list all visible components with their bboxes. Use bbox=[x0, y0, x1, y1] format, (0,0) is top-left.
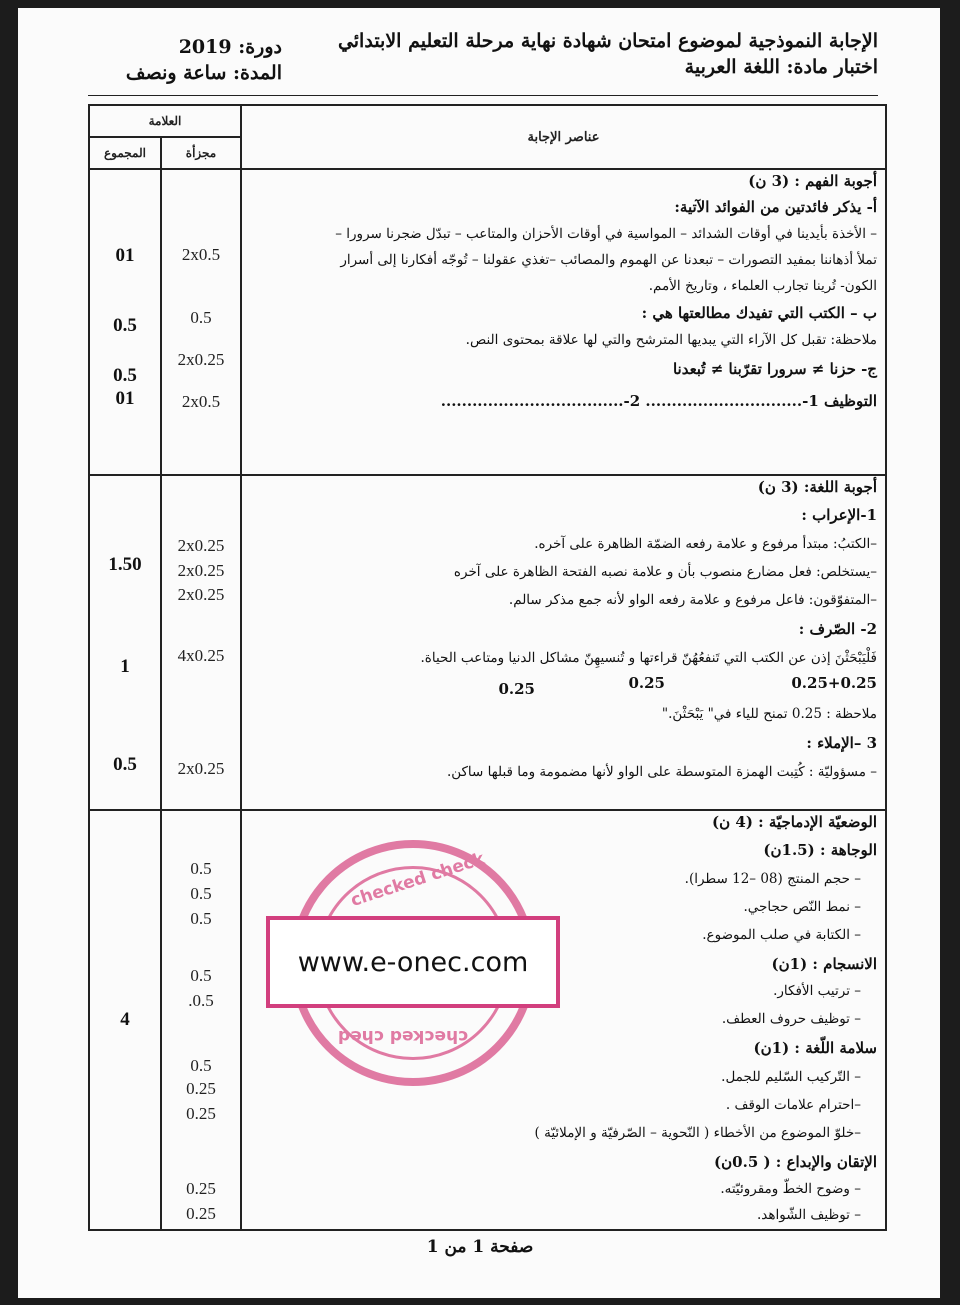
criterion-line: – ترتيب الأفكار. bbox=[773, 983, 861, 999]
document-header bbox=[338, 28, 878, 80]
partial-mark: 2x0.25 bbox=[177, 536, 225, 555]
total-header: المجموع bbox=[89, 137, 161, 169]
integration-totals bbox=[89, 810, 161, 1230]
answer-line: –المتفوّقون: فاعل مرفوع و علامة رفعه الواو لأنه جمع مذكر سالم. bbox=[508, 592, 877, 608]
partial-mark: 2x0.5 bbox=[181, 245, 221, 264]
comprehension-totals bbox=[89, 169, 161, 475]
language-totals bbox=[89, 475, 161, 810]
criterion-line: – حجم المنتج (08 –12 سطرا). bbox=[684, 871, 861, 887]
language-answers bbox=[241, 475, 886, 810]
elements-header: عناصر الإجابة bbox=[241, 105, 886, 169]
total-mark: 4 bbox=[120, 1009, 130, 1030]
parsing-title: 1-الإعراب : bbox=[801, 506, 877, 524]
page-number: صفحة 1 من 1 bbox=[426, 1237, 534, 1257]
comprehension-answers bbox=[241, 169, 886, 475]
criterion-line: – وضوح الخطّ ومقروئيّته. bbox=[720, 1181, 861, 1197]
partial-mark: 0.5 bbox=[190, 859, 212, 878]
partial-mark: 2x0.25 bbox=[177, 759, 225, 778]
criterion-line: – التّركيب السّليم للجمل. bbox=[721, 1069, 861, 1085]
answer-line: – مسؤوليّة : كُتِبت الهمزة المتوسطة على الواو لأنها مضمومة وما قبلها ساكن. bbox=[446, 764, 877, 780]
partial-mark: .0.5 bbox=[188, 991, 214, 1010]
exam-meta bbox=[92, 34, 282, 86]
comprehension-row bbox=[89, 169, 886, 475]
partial-mark: 0.5 bbox=[190, 909, 212, 928]
total-mark: 1 bbox=[120, 656, 130, 677]
total-mark: 0.5 bbox=[113, 754, 137, 775]
dictation-title: 3 –الإملاء : bbox=[806, 734, 877, 752]
partial-mark: 0.25 bbox=[186, 1079, 216, 1098]
partial-mark: 0.25 bbox=[186, 1104, 216, 1123]
total-mark: 01 bbox=[115, 245, 135, 266]
question-c-line: ج- حزنا ≠ سرورا تقرّبنا ≠ تُبعدنا bbox=[672, 360, 877, 378]
stamp-text-bottom: checked ched bbox=[338, 1026, 469, 1046]
criterion-line: – توظيف الشّواهد. bbox=[757, 1207, 861, 1223]
partial-mark: 0.5 bbox=[190, 308, 212, 327]
section-title: أجوبة الفهم : (3 ن) bbox=[748, 172, 877, 190]
score-note: 0.25 bbox=[498, 680, 535, 698]
question-b-title: ب – الكتب التي تفيدك مطالعتها هي : bbox=[641, 304, 877, 322]
partial-mark: 2x0.25 bbox=[177, 561, 225, 580]
morphology-title: 2- الصّرف : bbox=[798, 620, 877, 638]
answer-line: –يستخلص: فعل مضارع منصوب بأن و علامة نصبه الفتحة الظاهرة على آخره bbox=[453, 564, 877, 580]
partial-mark: 2x0.25 bbox=[177, 350, 225, 369]
answer-table bbox=[88, 104, 887, 1231]
language-title: سلامة اللّغة : (1ن) bbox=[753, 1039, 877, 1057]
question-a-title: أ- يذكر فائدتين من الفوائد الآتية: bbox=[674, 198, 877, 216]
answer-line: – الأخذة بأيدينا في أوقات الشدائد – المواسية في أوقات الأحزان والمتاعب – تبدّل ضجرنا سرورا – bbox=[335, 226, 877, 242]
partial-mark: 2x0.5 bbox=[181, 392, 221, 411]
criterion-line: – نمط النّص حجاجي. bbox=[743, 899, 861, 915]
watermark-box: www.e-onec.com bbox=[266, 916, 560, 1008]
partial-mark: 0.5 bbox=[190, 966, 212, 985]
total-mark: 0.5 bbox=[113, 365, 137, 386]
answer-line: تملأ أذهاننا بمفيد التصورات – تبعدنا عن الهموم والمصائب –تغذي عقولنا – تُوجّه أفكارنا إلى أسرار bbox=[340, 252, 877, 268]
partial-mark: 0.5 bbox=[190, 1056, 212, 1075]
criterion-line: – الكتابة في صلب الموضوع. bbox=[702, 927, 861, 943]
total-mark: 1.50 bbox=[108, 554, 142, 575]
duration-label: المدة: ساعة ونصف bbox=[125, 62, 282, 84]
relevance-title: الوجاهة : (1.5ن) bbox=[763, 841, 877, 859]
session-label: دورة: 2019 bbox=[178, 36, 282, 58]
answer-line: –الكتبُ: مبتدأ مرفوع و علامة رفعه الضمّة الظاهرة على آخره. bbox=[534, 536, 877, 552]
coherence-title: الانسجام : (1ن) bbox=[771, 955, 877, 973]
partial-mark: 0.25 bbox=[186, 1204, 216, 1223]
document-title: الإجابة النموذجية لموضوع امتحان شهادة نهاية مرحلة التعليم الابتدائي bbox=[337, 30, 878, 52]
integration-partials bbox=[161, 810, 241, 1230]
language-partials bbox=[161, 475, 241, 810]
mark-header: العلامة bbox=[89, 105, 241, 137]
language-row bbox=[89, 475, 886, 810]
partial-header: مجزأة bbox=[161, 137, 241, 169]
section-title: أجوبة اللغة: (3 ن) bbox=[757, 478, 877, 496]
subject-label: اختبار مادة: اللغة العربية bbox=[684, 56, 878, 78]
mastery-title: الإتقان والإبداع : ( 0.5ن) bbox=[714, 1153, 877, 1171]
partial-mark: 0.5 bbox=[190, 884, 212, 903]
question-d-line: التوظيف 1-.............................. 2-................................... bbox=[440, 392, 877, 410]
note-line: ملاحظة: تقبل كل الآراء التي يبديها المترشح والتي لها علاقة بمحتوى النص. bbox=[465, 332, 877, 348]
answer-line: فَلْيَبْحَثْنَ إذن عن الكتب التي تَنفعُهُنّ قراءتها و تُنسيهِنّ مشاكل الدنيا ومتاعب الحياة. bbox=[420, 650, 877, 666]
criterion-line: –احترام علامات الوقف . bbox=[725, 1097, 861, 1113]
score-note: 0.25+0.25 bbox=[791, 674, 877, 692]
total-mark: 0.5 bbox=[113, 315, 137, 336]
criterion-line: – توظيف حروف العطف. bbox=[721, 1011, 861, 1027]
note-line: ملاحظة : 0.25 تمنح للياء في" يَبْحَثْنَ." bbox=[661, 706, 877, 722]
total-mark: 01 bbox=[115, 388, 135, 409]
stamp-text-top: checked check bbox=[348, 848, 488, 912]
criterion-line: –خلوّ الموضوع من الأخطاء ( النّحوية – الصّرفيّة و الإملائيّة ) bbox=[534, 1125, 861, 1141]
comprehension-partials bbox=[161, 169, 241, 475]
partial-mark: 2x0.25 bbox=[177, 585, 225, 604]
answer-line: الكون- تُرينا تجارب العلماء ، وتاريخ الأمم. bbox=[648, 278, 877, 294]
header-divider bbox=[88, 95, 878, 96]
partial-mark: 0.25 bbox=[186, 1179, 216, 1198]
section-title: الوضعيّة الإدماجيّة : (4 ن) bbox=[712, 813, 877, 831]
partial-mark: 4x0.25 bbox=[177, 646, 225, 665]
score-note: 0.25 bbox=[628, 674, 665, 692]
